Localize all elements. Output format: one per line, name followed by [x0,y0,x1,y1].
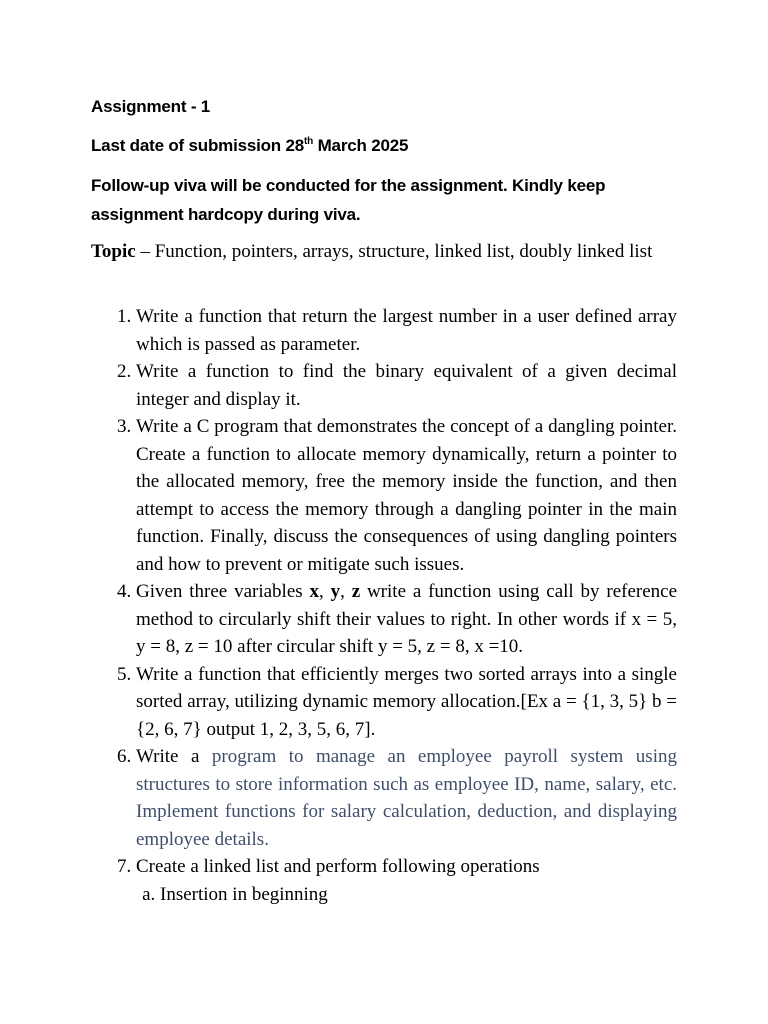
task-item-4 [136,578,677,661]
task-7a-text: Insertion in beginning [160,883,328,905]
task-4-text-b: write a function using call by reference method to circularly shift their values to right. In other words if x = 5, y = 8, z = 10 after circular shift y = 5, z = 8, x =10. [136,581,678,657]
task-6-text-highlight: program to manage an employee payroll system using structures to store information such as employee ID, name, salary, etc. Implement functions for salary calculation, deduction, and displaying employee details. [136,746,677,850]
task-item-2 [136,358,677,413]
task-4-sep-1: , [319,581,331,602]
deadline-prefix: Last date of submission 28 [91,136,305,155]
topic-line [91,238,677,266]
assignment-title: Assignment - 1 [91,97,211,116]
task-item-7 [136,853,677,908]
task-item-1 [136,303,677,358]
var-x: x [309,581,319,602]
topic-label: Topic [91,241,136,262]
var-z: z [351,581,361,602]
task-6-text-a: Write a [136,746,212,767]
task-item-6 [136,743,677,853]
task-list [91,303,677,908]
task-7-subitem-a [160,881,677,909]
topic-text: – Function, pointers, arrays, structure, linked list, doubly linked list [135,241,653,262]
viva-note: Follow-up viva will be conducted for the assignment. Kindly keep assignment hardcopy during viva. [91,176,606,224]
deadline-superscript: th [304,136,314,147]
task-4-sep-2: , [340,581,352,602]
deadline-suffix: March 2025 [313,136,409,155]
task-7-text: Create a linked list and perform following operations [136,856,540,877]
task-2-text: Write a function to find the binary equivalent of a given decimal integer and display it. [136,361,677,410]
task-item-5 [136,661,677,744]
task-3-text: Write a C program that demonstrates the concept of a dangling pointer. Create a function to allocate memory dynamically, return a pointer to the allocated memory, free the memory inside the function, and then attempt to access the memory through a dangling pointer in the main function. Finally, discuss the consequences of using dangling pointers and how to prevent or mitigate such issues. [136,416,677,575]
task-5-text: Write a function that efficiently merges two sorted arrays into a single sorted array, utilizing dynamic memory allocation.[Ex a = {1, 3, 5} b = {2, 6, 7} output 1, 2, 3, 5, 6, 7]. [136,663,677,740]
task-7-sublist [136,881,677,909]
var-y: y [330,581,341,602]
task-1-text: Write a function that return the largest number in a user defined array which is passed as parameter. [136,306,677,355]
task-4-text-a: Given three variables [136,581,310,602]
submission-deadline [91,131,408,160]
task-item-3 [136,413,677,578]
